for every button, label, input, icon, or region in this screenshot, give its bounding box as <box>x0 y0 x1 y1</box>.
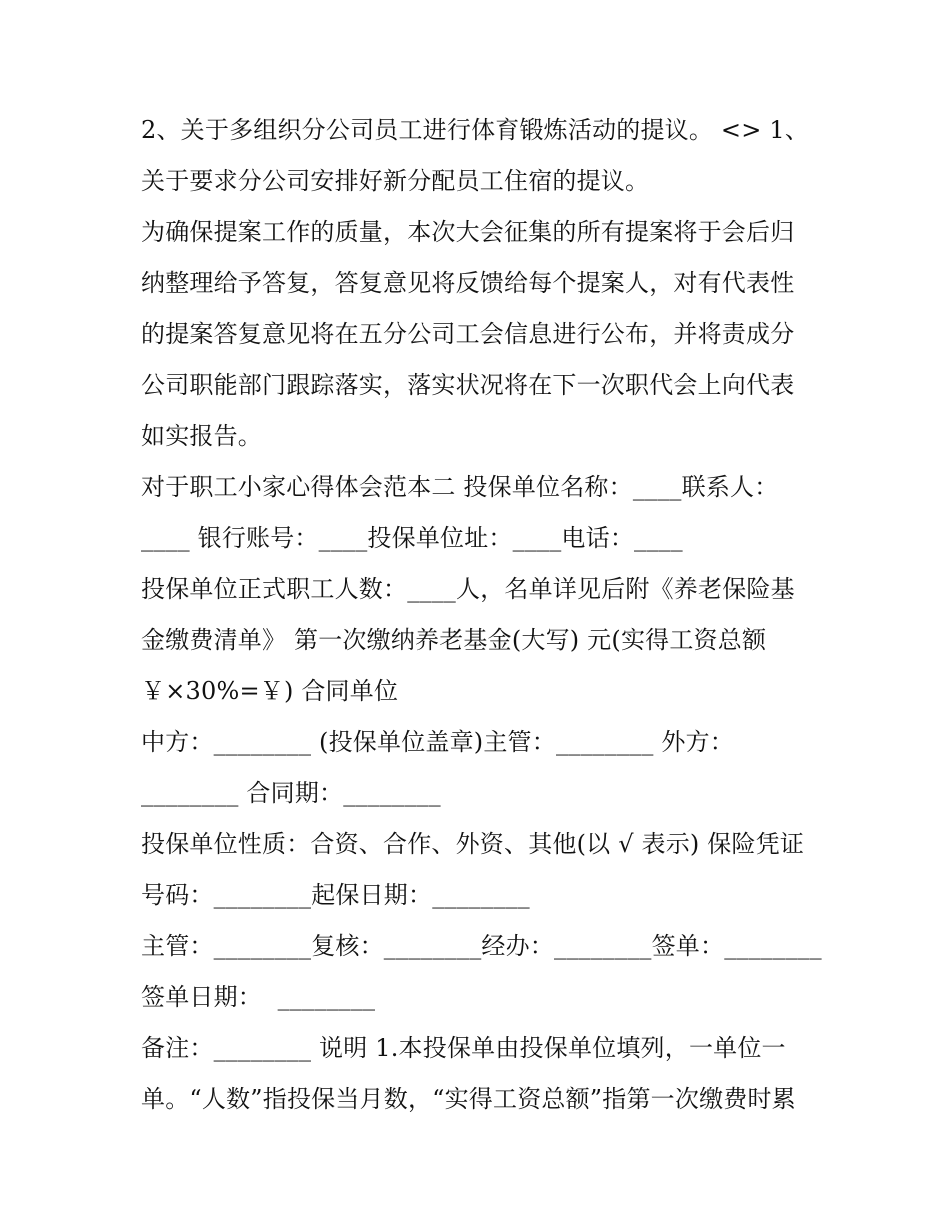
text-line: 如实报告。 <box>141 422 262 450</box>
text-line: 投保单位正式职工人数：____人，名单详见后附《养老保险基 <box>141 575 795 603</box>
text-line: ________ 合同期：________ <box>141 779 441 807</box>
text-line: 关于要求分公司安排好新分配员工住宿的提议。 <box>141 167 650 195</box>
text-line: 对于职工小家心得体会范本二 投保单位名称：____联系人： <box>141 473 779 501</box>
text-line: 公司职能部门跟踪落实，落实状况将在下一次职代会上向代表 <box>141 371 795 399</box>
text-line: ____ 银行账号：____投保单位址：____电话：____ <box>141 524 683 552</box>
text-line: 纳整理给予答复，答复意见将反馈给每个提案人，对有代表性 <box>141 269 795 297</box>
text-line: 签单日期： ________ <box>141 983 376 1011</box>
text-line: 的提案答复意见将在五分公司工会信息进行公布，并将责成分 <box>141 320 795 348</box>
text-line: 单。“人数”指投保当月数，“实得工资总额”指第一次缴费时累 <box>141 1085 796 1113</box>
text-line: 2、关于多组织分公司员工进行体育锻炼活动的提议。 <> 1、 <box>141 116 810 144</box>
text-line: 中方：________ (投保单位盖章)主管：________ 外方： <box>141 728 734 756</box>
text-line: 为确保提案工作的质量，本次大会征集的所有提案将于会后归 <box>141 218 795 246</box>
text-line: 金缴费清单》 第一次缴纳养老基金(大写) 元(实得工资总额 <box>141 626 767 654</box>
text-line: ￥×30%=￥) 合同单位 <box>141 677 399 705</box>
text-line: 备注：________ 说明 1.本投保单由投保单位填列，一单位一 <box>141 1034 786 1062</box>
text-line: 主管：________复核：________经办：________签单：________ <box>141 932 822 960</box>
text-line: 投保单位性质：合资、合作、外资、其他(以 √ 表示) 保险凭证 <box>141 830 805 858</box>
document-body <box>141 105 821 1125</box>
text-line: 号码：________起保日期：________ <box>141 881 530 909</box>
